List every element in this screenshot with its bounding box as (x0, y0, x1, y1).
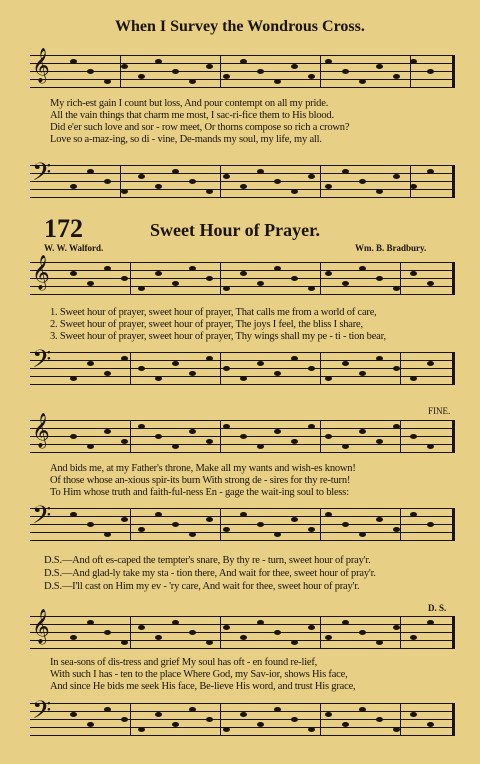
notehead (240, 434, 247, 439)
notehead (240, 635, 247, 640)
notehead (342, 169, 349, 174)
notehead (274, 179, 281, 184)
bass-clef-icon: 𝄢 (32, 502, 52, 535)
notehead (274, 79, 281, 84)
notehead (427, 69, 434, 74)
fine-mark: FINE. (428, 406, 451, 416)
notehead (87, 169, 94, 174)
notehead (223, 174, 230, 179)
bass-clef-icon: 𝄢 (32, 346, 52, 379)
notehead (223, 366, 230, 371)
notehead (121, 517, 128, 522)
verse-line: 1. Sweet hour of prayer, sweet hour of prayer, That calls me from a world of care, (50, 307, 377, 318)
notehead (427, 361, 434, 366)
notehead (121, 64, 128, 69)
verse-line: 3. Sweet hour of prayer, sweet hour of prayer, Thy wings shall my pe - ti - tion bear, (50, 331, 386, 342)
notehead (291, 439, 298, 444)
notehead (359, 532, 366, 537)
notehead (172, 281, 179, 286)
notehead (104, 79, 111, 84)
notehead (427, 281, 434, 286)
notehead (206, 717, 213, 722)
notehead (325, 635, 332, 640)
notehead (223, 527, 230, 532)
notehead (257, 444, 264, 449)
notehead (359, 707, 366, 712)
notehead (393, 286, 400, 291)
notehead (121, 276, 128, 281)
notehead (308, 625, 315, 630)
lyricist: W. W. Walford. (44, 243, 104, 253)
notehead (257, 169, 264, 174)
notehead (121, 439, 128, 444)
ds-line: D.S.—I'll cast on Him my ev - 'ry care, And wait for thee, sweet hour of pray'r. (44, 581, 360, 592)
notehead (240, 376, 247, 381)
notehead (291, 189, 298, 194)
notehead (291, 517, 298, 522)
notehead (223, 286, 230, 291)
notehead (257, 281, 264, 286)
hymn-title-top: When I Survey the Wondrous Cross. (115, 18, 365, 35)
bass-clef-icon: 𝄢 (32, 697, 52, 730)
verse-line: And bids me, at my Father's throne, Make all my wants and wish-es known! (50, 463, 356, 474)
bass-staff (30, 346, 455, 384)
notehead (172, 444, 179, 449)
notehead (376, 64, 383, 69)
notehead (359, 179, 366, 184)
verse-line: My rich-est gain I count but loss, And pour contempt on all my pride. (50, 98, 329, 109)
verse-line: With such I has - ten to the place Where God, my Sav-ior, shows His face, (50, 669, 348, 680)
hymn-number: 172 (44, 214, 83, 243)
notehead (155, 434, 162, 439)
notehead (138, 366, 145, 371)
notehead (70, 376, 77, 381)
notehead (189, 179, 196, 184)
notehead (359, 630, 366, 635)
notehead (274, 630, 281, 635)
notehead (155, 271, 162, 276)
notehead (393, 625, 400, 630)
notehead (121, 640, 128, 645)
notehead (427, 522, 434, 527)
notehead (257, 69, 264, 74)
notehead (410, 59, 417, 64)
notehead (257, 722, 264, 727)
notehead (342, 522, 349, 527)
notehead (87, 69, 94, 74)
notehead (274, 707, 281, 712)
notehead (308, 366, 315, 371)
notehead (206, 276, 213, 281)
notehead (121, 356, 128, 361)
notehead (308, 424, 315, 429)
verse-line: 2. Sweet hour of prayer, sweet hour of prayer, The joys I feel, the bliss I share, (50, 319, 363, 330)
notehead (70, 434, 77, 439)
notehead (342, 444, 349, 449)
notehead (138, 286, 145, 291)
notehead (155, 635, 162, 640)
notehead (206, 64, 213, 69)
notehead (376, 189, 383, 194)
treble-clef-icon: 𝄞 (32, 414, 50, 447)
notehead (70, 512, 77, 517)
notehead (104, 266, 111, 271)
notehead (291, 356, 298, 361)
notehead (427, 169, 434, 174)
treble-clef-icon: 𝄞 (32, 49, 50, 82)
notehead (308, 174, 315, 179)
notehead (376, 517, 383, 522)
notehead (70, 712, 77, 717)
notehead (70, 635, 77, 640)
notehead (342, 281, 349, 286)
ds-line: D.S.—And oft es-caped the tempter's snare, By thy re - turn, sweet hour of pray'r. (44, 555, 371, 566)
notehead (410, 271, 417, 276)
notehead (138, 74, 145, 79)
treble-staff (30, 256, 455, 294)
notehead (172, 722, 179, 727)
notehead (138, 527, 145, 532)
notehead (325, 512, 332, 517)
notehead (104, 532, 111, 537)
notehead (206, 356, 213, 361)
notehead (240, 59, 247, 64)
notehead (104, 630, 111, 635)
notehead (70, 59, 77, 64)
treble-staff-top (30, 49, 455, 87)
notehead (410, 434, 417, 439)
verse-line: Of those whose an-xious spir-its burn With strong de - sires for thy re-turn! (50, 475, 351, 486)
notehead (155, 59, 162, 64)
notehead (138, 424, 145, 429)
notehead (257, 620, 264, 625)
notehead (376, 356, 383, 361)
notehead (274, 532, 281, 537)
notehead (393, 527, 400, 532)
notehead (87, 522, 94, 527)
notehead (393, 174, 400, 179)
ds-mark: D. S. (428, 603, 447, 613)
ds-line: D.S.—And glad-ly take my sta - tion there, And wait for thee, sweet hour of pray'r. (44, 568, 376, 579)
notehead (206, 517, 213, 522)
notehead (291, 64, 298, 69)
notehead (172, 620, 179, 625)
notehead (410, 635, 417, 640)
notehead (376, 717, 383, 722)
notehead (393, 74, 400, 79)
notehead (427, 620, 434, 625)
notehead (240, 712, 247, 717)
notehead (427, 444, 434, 449)
notehead (359, 79, 366, 84)
notehead (87, 361, 94, 366)
notehead (155, 376, 162, 381)
notehead (291, 717, 298, 722)
bass-staff-top (30, 159, 455, 197)
verse-line: In sea-sons of dis-tress and grief My soul has oft - en found re-lief, (50, 657, 318, 668)
notehead (359, 429, 366, 434)
notehead (274, 266, 281, 271)
verse-line: To Him whose truth and faith-ful-ness En - gage the wait-ing soul to bless: (50, 487, 349, 498)
notehead (359, 266, 366, 271)
notehead (189, 630, 196, 635)
bass-clef-icon: 𝄢 (32, 159, 52, 192)
notehead (87, 620, 94, 625)
notehead (223, 424, 230, 429)
notehead (393, 727, 400, 732)
notehead (121, 189, 128, 194)
notehead (87, 281, 94, 286)
notehead (189, 371, 196, 376)
notehead (138, 174, 145, 179)
notehead (223, 625, 230, 630)
notehead (87, 444, 94, 449)
notehead (104, 429, 111, 434)
notehead (427, 722, 434, 727)
notehead (308, 74, 315, 79)
verse-line: Love so a-maz-ing, so di - vine, De-mands my soul, my life, my all. (50, 134, 322, 145)
bass-staff (30, 697, 455, 735)
notehead (138, 727, 145, 732)
notehead (172, 522, 179, 527)
notehead (308, 727, 315, 732)
notehead (206, 189, 213, 194)
notehead (325, 712, 332, 717)
notehead (70, 271, 77, 276)
notehead (410, 512, 417, 517)
notehead (70, 184, 77, 189)
notehead (206, 640, 213, 645)
notehead (189, 429, 196, 434)
notehead (257, 522, 264, 527)
notehead (342, 361, 349, 366)
notehead (240, 184, 247, 189)
notehead (155, 512, 162, 517)
notehead (325, 271, 332, 276)
notehead (189, 707, 196, 712)
notehead (240, 512, 247, 517)
notehead (189, 79, 196, 84)
treble-clef-icon: 𝄞 (32, 256, 50, 289)
notehead (291, 276, 298, 281)
notehead (206, 439, 213, 444)
notehead (223, 74, 230, 79)
notehead (274, 371, 281, 376)
notehead (308, 286, 315, 291)
notehead (104, 371, 111, 376)
notehead (172, 361, 179, 366)
treble-staff (30, 610, 455, 648)
notehead (376, 640, 383, 645)
notehead (308, 527, 315, 532)
notehead (410, 712, 417, 717)
notehead (155, 184, 162, 189)
notehead (325, 59, 332, 64)
notehead (342, 620, 349, 625)
notehead (342, 69, 349, 74)
notehead (359, 371, 366, 376)
notehead (376, 439, 383, 444)
notehead (104, 179, 111, 184)
notehead (376, 276, 383, 281)
notehead (121, 717, 128, 722)
treble-staff (30, 414, 455, 452)
treble-clef-icon: 𝄞 (32, 610, 50, 643)
notehead (325, 184, 332, 189)
notehead (155, 712, 162, 717)
notehead (87, 722, 94, 727)
notehead (342, 722, 349, 727)
verse-line: All the vain things that charm me most, I sac-ri-fice them to His blood. (50, 110, 334, 121)
notehead (189, 532, 196, 537)
verse-line: Did e'er such love and sor - row meet, Or thorns compose so rich a crown? (50, 122, 350, 133)
notehead (325, 376, 332, 381)
notehead (393, 366, 400, 371)
notehead (410, 376, 417, 381)
composer: Wm. B. Bradbury. (355, 243, 427, 253)
notehead (393, 424, 400, 429)
notehead (189, 266, 196, 271)
notehead (104, 707, 111, 712)
notehead (291, 640, 298, 645)
verse-line: And since He bids me seek His face, Be-lieve His word, and trust His grace, (50, 681, 356, 692)
notehead (325, 434, 332, 439)
notehead (240, 271, 247, 276)
notehead (172, 169, 179, 174)
notehead (274, 429, 281, 434)
notehead (138, 625, 145, 630)
notehead (410, 184, 417, 189)
notehead (172, 69, 179, 74)
hymn-title: Sweet Hour of Prayer. (150, 220, 320, 240)
bass-staff (30, 502, 455, 540)
notehead (223, 727, 230, 732)
notehead (257, 361, 264, 366)
